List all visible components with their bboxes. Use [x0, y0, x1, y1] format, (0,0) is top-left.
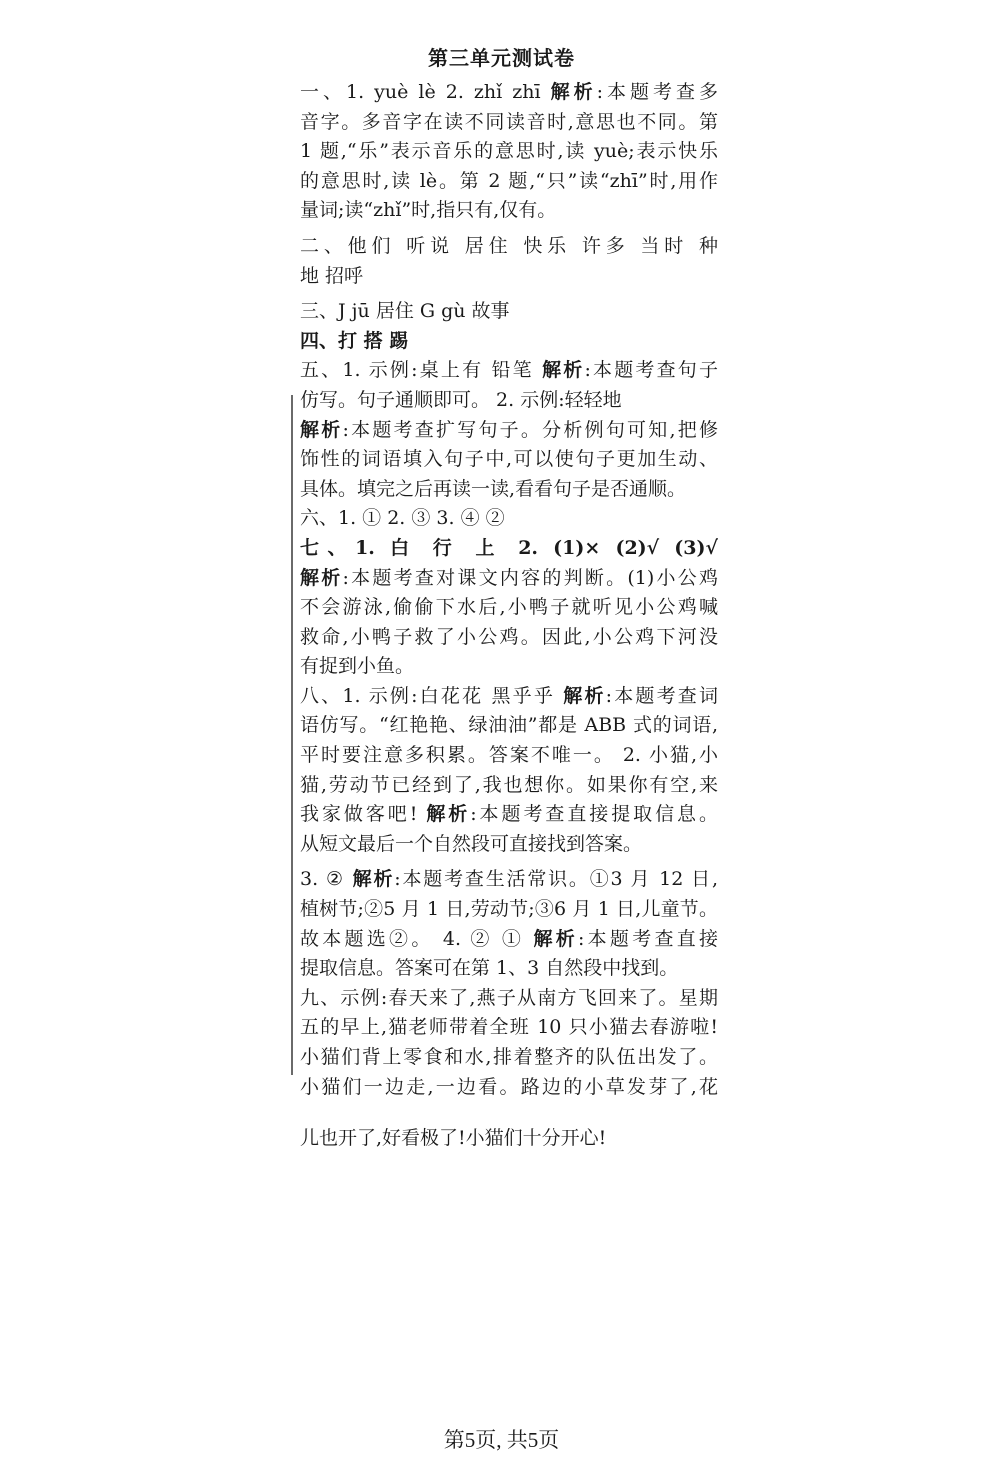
- answer-line-31: 九、示例:春天来了,燕子从南方飞回来了。星期: [300, 986, 718, 1009]
- answer-line-8: 三、J jū 居住 G gù 故事: [300, 300, 510, 323]
- margin-rule: [291, 395, 293, 1075]
- answer-line-6: 二、他们 听说 居住 快乐 许多 当时 种: [300, 234, 718, 257]
- answer-line-34: 小猫们一边走,一边看。路边的小草发芽了,花: [300, 1075, 718, 1098]
- analysis-label: 解析: [542, 359, 585, 382]
- answer-line-20: 有捉到小鱼。: [300, 655, 415, 678]
- answer-line-4: 的意思时,读 lè。第 2 题,“只”读“zhī”时,用作: [300, 169, 718, 192]
- answer-line-9: 四、打 搭 踢: [300, 329, 409, 352]
- answer-line-22: 语仿写。“红艳艳、绿油油”都是 ABB 式的词语,: [300, 714, 718, 737]
- answer-line-19: 救命,小鸭子救了小公鸡。因此,小公鸡下河没: [300, 625, 718, 648]
- answer-line-16: 七、1. 白 行 上 2. (1)× (2)√ (3)√: [300, 536, 718, 559]
- page-title: 第三单元测试卷: [428, 46, 575, 70]
- answer-line-15: 六、1. ① 2. ③ 3. ④ ②: [300, 507, 505, 530]
- answer-line-18: 不会游泳,偷偷下水后,小鸭子就听见小公鸡喊: [300, 596, 718, 619]
- answer-line-3: 1 题,“乐”表示音乐的意思时,读 yuè;表示快乐: [300, 140, 718, 163]
- answer-line-11: 仿写。句子通顺即可。 2. 示例:轻轻地: [300, 388, 622, 411]
- answer-line-1: 一、1. yuè lè 2. zhǐ zhī 解析:本题考查多: [300, 81, 718, 103]
- analysis-label: 解析: [550, 81, 597, 103]
- analysis-label: 解析: [533, 927, 578, 950]
- answer-line-28: 植树节;②5 月 1 日,劳动节;③6 月 1 日,儿童节。: [300, 898, 718, 921]
- analysis-label: 解析: [426, 803, 471, 826]
- answer-line-17: 解析:本题考查对课文内容的判断。(1)小公鸡: [300, 566, 718, 589]
- answer-line-10: 五、1. 示例:桌上有 铅笔 解析:本题考查句子: [300, 359, 718, 382]
- analysis-label: 解析: [352, 868, 395, 891]
- answer-content: [300, 78, 718, 1154]
- answer-line-23: 平时要注意多积累。答案不唯一。 2. 小猫,小: [300, 744, 718, 767]
- answer-line-12: 解析:本题考查扩写句子。分析例句可知,把修: [300, 418, 718, 441]
- answer-line-33: 小猫们背上零食和水,排着整齐的队伍出发了。: [300, 1046, 718, 1068]
- analysis-label: 解析: [300, 418, 343, 441]
- answer-line-30: 提取信息。答案可在第 1、3 自然段中找到。: [300, 957, 679, 980]
- answer-line-32: 五的早上,猫老师带着全班 10 只小猫去春游啦!: [300, 1016, 718, 1039]
- answer-line-21: 八、1. 示例:白花花 黑乎乎 解析:本题考查词: [300, 684, 718, 707]
- answer-line-26: 从短文最后一个自然段可直接找到答案。: [300, 832, 643, 855]
- answer-line-24: 猫,劳动节已经到了,我也想你。如果你有空,来: [300, 773, 718, 796]
- answer-line-5: 量词;读“zhǐ”时,指只有,仅有。: [300, 199, 557, 222]
- answer-line-27: 3. ② 解析:本题考查生活常识。①3 月 12 日,: [300, 868, 718, 891]
- analysis-label: 解析: [300, 566, 343, 589]
- page-footer: 第5页, 共5页: [443, 1428, 560, 1452]
- answer-line-25: 我家做客吧! 解析:本题考查直接提取信息。: [300, 803, 718, 826]
- answer-line-7: 地 招呼: [300, 264, 364, 287]
- analysis-label: 解析: [563, 684, 606, 707]
- answer-line-35: 儿也开了,好看极了!小猫们十分开心!: [300, 1127, 607, 1150]
- answer-line-13: 饰性的词语填入句子中,可以使句子更加生动、: [300, 448, 718, 471]
- answer-line-2: 音字。多音字在读不同读音时,意思也不同。第: [300, 110, 718, 133]
- answer-line-29: 故本题选②。 4. ② ① 解析:本题考查直接: [300, 927, 718, 950]
- answer-line-14: 具体。填完之后再读一读,看看句子是否通顺。: [300, 477, 687, 500]
